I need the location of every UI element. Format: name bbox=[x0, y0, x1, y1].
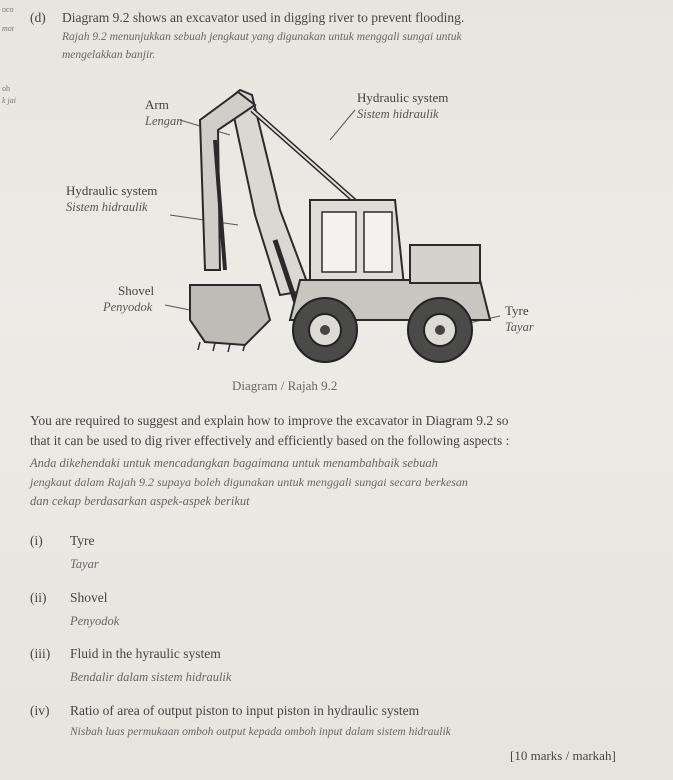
label-arm-ms: Lengan bbox=[145, 114, 183, 128]
excavator-illustration bbox=[160, 80, 500, 370]
task-ms-line2: jengkaut dalam Rajah 9.2 supaya boleh digunakan untuk menggali sungai secara berkesan bbox=[30, 475, 468, 489]
aspect-ms: Penyodok bbox=[70, 614, 120, 628]
aspect-number: (iv) bbox=[30, 703, 50, 718]
margin-fragment: k jai bbox=[2, 96, 16, 105]
diagram-caption: Diagram / Rajah 9.2 bbox=[232, 378, 338, 393]
shovel-shape bbox=[190, 285, 270, 345]
aspect-en: Ratio of area of output piston to input piston in hydraulic system bbox=[70, 703, 420, 718]
task-ms-line3: dan cekap berdasarkan aspek-aspek berikut bbox=[30, 494, 250, 508]
question-intro-ms-line2: mengelakkan banjir. bbox=[62, 49, 156, 61]
leader-line-hydraulic-top bbox=[330, 110, 355, 140]
label-shovel-ms: Penyodok bbox=[103, 300, 153, 314]
label-tyre-en: Tyre bbox=[505, 303, 529, 318]
task-en-line2: that it can be used to dig river effectively and efficiently based on the following aspects : bbox=[30, 433, 510, 448]
aspect-number: (ii) bbox=[30, 590, 47, 605]
cab-window-right bbox=[364, 212, 392, 272]
margin-fragment: oco bbox=[2, 5, 14, 14]
aspect-number: (iii) bbox=[30, 646, 51, 661]
label-hydraulic-top-ms: Sistem hidraulik bbox=[357, 107, 439, 121]
aspect-ms: Nisbah luas permukaan omboh output kepada omboh input dalam sistem hidraulik bbox=[70, 726, 451, 738]
marks-allocation: [10 marks / markah] bbox=[510, 748, 616, 763]
label-arm-en: Arm bbox=[145, 97, 169, 112]
boom-shape bbox=[230, 90, 310, 295]
label-hydraulic-left-ms: Sistem hidraulik bbox=[66, 200, 148, 214]
tyre-right bbox=[408, 298, 472, 362]
label-shovel-en: Shovel bbox=[118, 283, 155, 298]
aspect-ms: Bendalir dalam sistem hidraulik bbox=[70, 670, 232, 684]
aspect-en: Fluid in the hyraulic system bbox=[70, 646, 221, 661]
aspect-number: (i) bbox=[30, 533, 43, 548]
question-intro-ms-line1: Rajah 9.2 menunjukkan sebuah jengkaut yang digunakan untuk menggali sungai untuk bbox=[62, 31, 462, 43]
aspect-en: Tyre bbox=[70, 533, 95, 548]
tyre-left bbox=[293, 298, 357, 362]
label-hydraulic-top-en: Hydraulic system bbox=[357, 90, 449, 105]
label-hydraulic-left-en: Hydraulic system bbox=[66, 183, 158, 198]
aspect-en: Shovel bbox=[70, 590, 108, 605]
task-en-line1: You are required to suggest and explain how to improve the excavator in Diagram 9.2 so bbox=[30, 413, 509, 428]
question-number: (d) bbox=[30, 10, 46, 25]
aspect-ms: Tayar bbox=[70, 557, 99, 571]
cab-window-left bbox=[322, 212, 356, 272]
margin-fragment: mot bbox=[2, 24, 14, 33]
label-tyre-ms: Tayar bbox=[505, 320, 534, 334]
engine-housing bbox=[410, 245, 480, 283]
margin-fragment: oh bbox=[2, 84, 10, 93]
question-intro-en: Diagram 9.2 shows an excavator used in digging river to prevent flooding. bbox=[62, 10, 465, 25]
task-ms-line1: Anda dikehendaki untuk mencadangkan bagaimana untuk menambahbaik sebuah bbox=[30, 456, 438, 470]
